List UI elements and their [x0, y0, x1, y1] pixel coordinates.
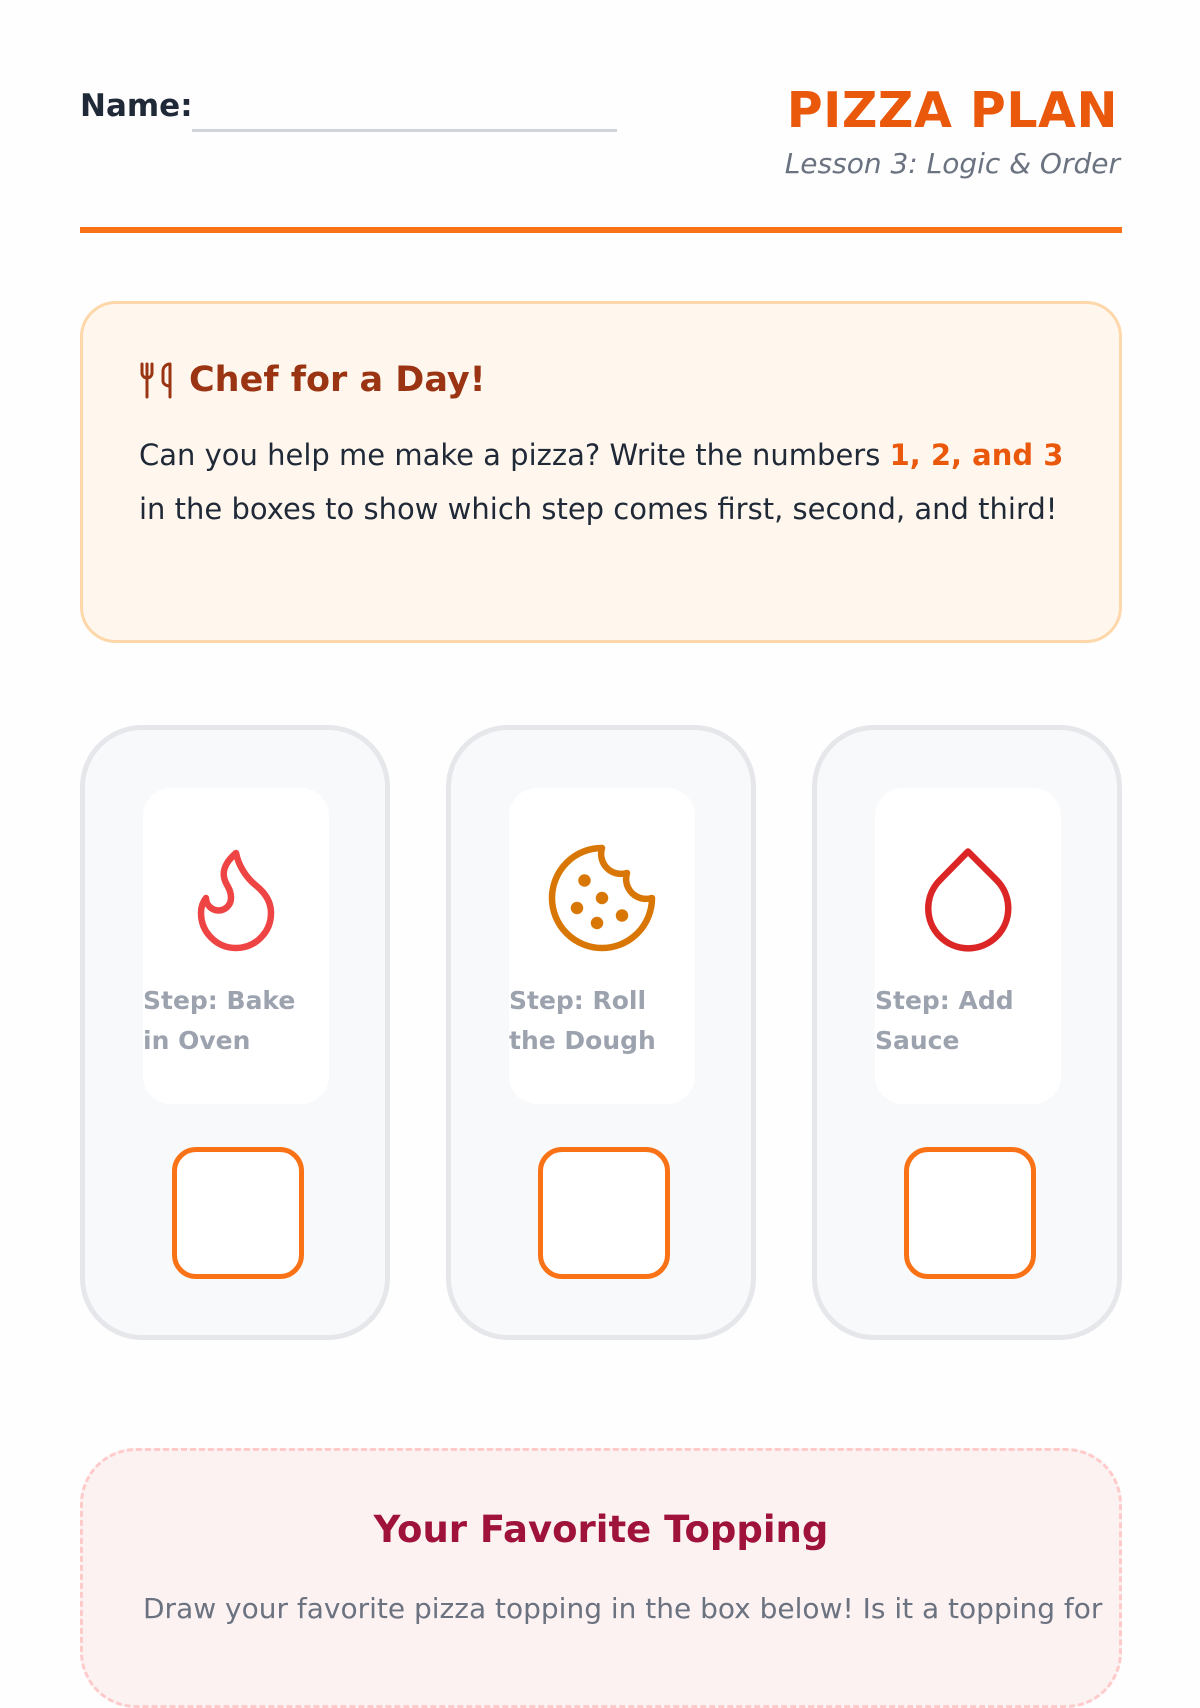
name-field-line[interactable]: [192, 129, 617, 132]
step-number-box[interactable]: [172, 1147, 304, 1279]
flame-icon: [176, 838, 296, 958]
step-card-roll-dough: [446, 725, 756, 1340]
step-cards: [80, 725, 1122, 1340]
topping-instructions: Draw your favorite pizza topping in the box below! Is it a topping for: [143, 1592, 1103, 1625]
lesson-subtitle: Lesson 3: Logic & Order: [784, 147, 1120, 180]
page-title: PIZZA PLAN: [786, 82, 1118, 139]
favorite-topping-section: [80, 1448, 1122, 1708]
step-label: Step: Roll the Dough: [509, 986, 656, 1055]
instructions-text-after: in the boxes to show which step comes first, second, and third!: [139, 492, 1058, 526]
step-illustration: [875, 788, 1061, 1104]
step-card-add-sauce: [812, 725, 1122, 1340]
step-illustration: [509, 788, 695, 1104]
instructions-text: [139, 428, 1079, 536]
cookie-icon: [542, 838, 662, 958]
instructions-box: [80, 301, 1122, 643]
header-divider: [80, 227, 1122, 233]
step-card-bake: [80, 725, 390, 1340]
instructions-title: Chef for a Day!: [189, 360, 486, 400]
step-number-box[interactable]: [904, 1147, 1036, 1279]
step-label: Step: Add Sauce: [875, 986, 1014, 1055]
topping-title: Your Favorite Topping: [373, 1508, 829, 1551]
step-illustration: [143, 788, 329, 1104]
instructions-highlight: 1, 2, and 3: [889, 438, 1064, 472]
name-label: Name:: [80, 88, 193, 124]
instructions-heading: [139, 360, 486, 400]
worksheet-header: [80, 80, 1120, 230]
instructions-text-before: Can you help me make a pizza? Write the numbers: [139, 438, 890, 472]
step-number-box[interactable]: [538, 1147, 670, 1279]
droplet-icon: [908, 838, 1028, 958]
utensils-icon: [139, 360, 175, 400]
step-label: Step: Bake in Oven: [143, 986, 296, 1055]
